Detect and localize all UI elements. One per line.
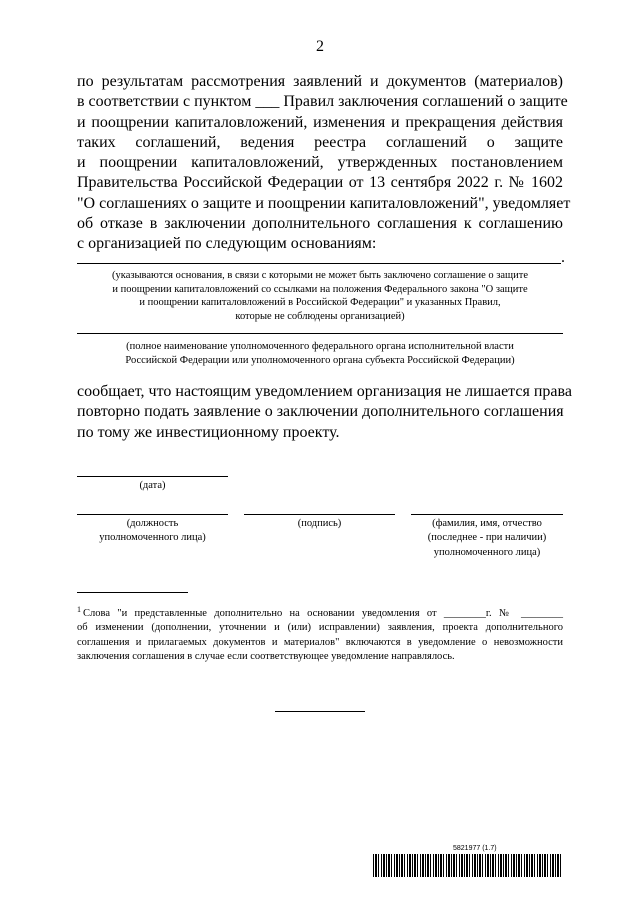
date-fill-line <box>77 476 228 477</box>
authority-fill-line <box>77 333 563 334</box>
paragraph-line: Правительства Российской Федерации от 13 сентября 2022 г. № 1602 <box>77 174 563 192</box>
signature-label-line: (подпись) <box>297 518 342 529</box>
main-paragraph <box>77 72 571 255</box>
paragraph-line: и поощрении капиталовложений, утвержденных постановлением <box>77 154 563 172</box>
paragraph-line: в соответствии с пунктом ___ Правил заключения соглашений о защите <box>77 93 568 111</box>
barcode-number: 5821977 (1.7) <box>453 845 497 852</box>
footnote <box>77 603 563 665</box>
grounds-line-period: . <box>561 249 565 266</box>
paragraph-line: об отказе в заключении дополнительного соглашения к соглашению <box>77 215 563 233</box>
grounds-caption <box>77 269 563 323</box>
signature-fill-line <box>244 514 395 515</box>
paragraph-line: с организацией по следующим основаниям: <box>77 235 377 253</box>
name-label-line: (фамилия, имя, отчество <box>432 518 542 529</box>
authority-caption <box>77 340 563 367</box>
name-label-line: (последнее - при наличии) <box>427 532 547 544</box>
grounds-fill-line <box>77 263 561 264</box>
paragraph-line: по тому же инвестиционному проекту. <box>77 423 340 441</box>
date-label: (дата) <box>139 480 166 491</box>
signature-label <box>244 517 395 531</box>
paragraph-line: "О соглашениях о защите и поощрении капиталовложений", уведомляет <box>77 194 571 212</box>
caption-line: и поощрении капиталовложений в Российской Федерации" и указанных Правил, <box>139 297 501 309</box>
footnote-line: заключения соглашения в случае если соответствующее уведомление направлялось. <box>77 651 455 663</box>
position-label-line: (должность <box>126 518 179 529</box>
page-number: 2 <box>316 38 324 55</box>
caption-line: (полное наименование уполномоченного федерального органа исполнительной власти <box>126 341 514 352</box>
footnote-line <box>77 603 563 621</box>
paragraph-line: сообщает, что настоящим уведомлением организация не лишается права <box>77 383 572 400</box>
name-fill-line <box>411 514 563 515</box>
footnote-marker: 1 <box>77 605 81 614</box>
footnote-line: соглашения и прилагаемых документов и материалов" включаются в уведомление о невозможности <box>77 636 563 648</box>
paragraph-line: повторно подать заявление о заключении дополнительного соглашения <box>77 403 564 421</box>
caption-line: (указываются основания, в связи с которыми не может быть заключено соглашение о защите <box>112 270 528 281</box>
caption-line: которые не соблюдены организацией) <box>235 310 405 322</box>
name-label-line: уполномоченного лица) <box>433 546 541 558</box>
paragraph-line: таких соглашений, ведения реестра соглашений о защите <box>77 133 563 151</box>
name-label <box>411 517 563 560</box>
caption-line: и поощрении капиталовложений со ссылками на положения Федерального закона "О защите <box>112 283 528 295</box>
paragraph-line: и поощрении капиталовложений, изменения и прекращения действия <box>77 113 563 131</box>
closing-paragraph <box>77 382 572 443</box>
footnote-line: об изменении (дополнении, уточнении и (или) исправлении) заявления, проекта дополнительного <box>77 622 563 634</box>
caption-line: Российской Федерации или уполномоченного органа субъекта Российской Федерации) <box>125 354 515 366</box>
position-fill-line <box>77 514 228 515</box>
footnote-text: Слова "и представленные дополнительно на основании уведомления от ________г. № ________ <box>83 608 563 619</box>
position-label-line: уполномоченного лица) <box>99 532 206 544</box>
paragraph-line: по результатам рассмотрения заявлений и документов (материалов) <box>77 73 563 90</box>
position-label <box>77 517 228 546</box>
footnote-separator <box>77 592 188 593</box>
end-of-document-line <box>275 711 365 712</box>
barcode <box>373 854 563 877</box>
